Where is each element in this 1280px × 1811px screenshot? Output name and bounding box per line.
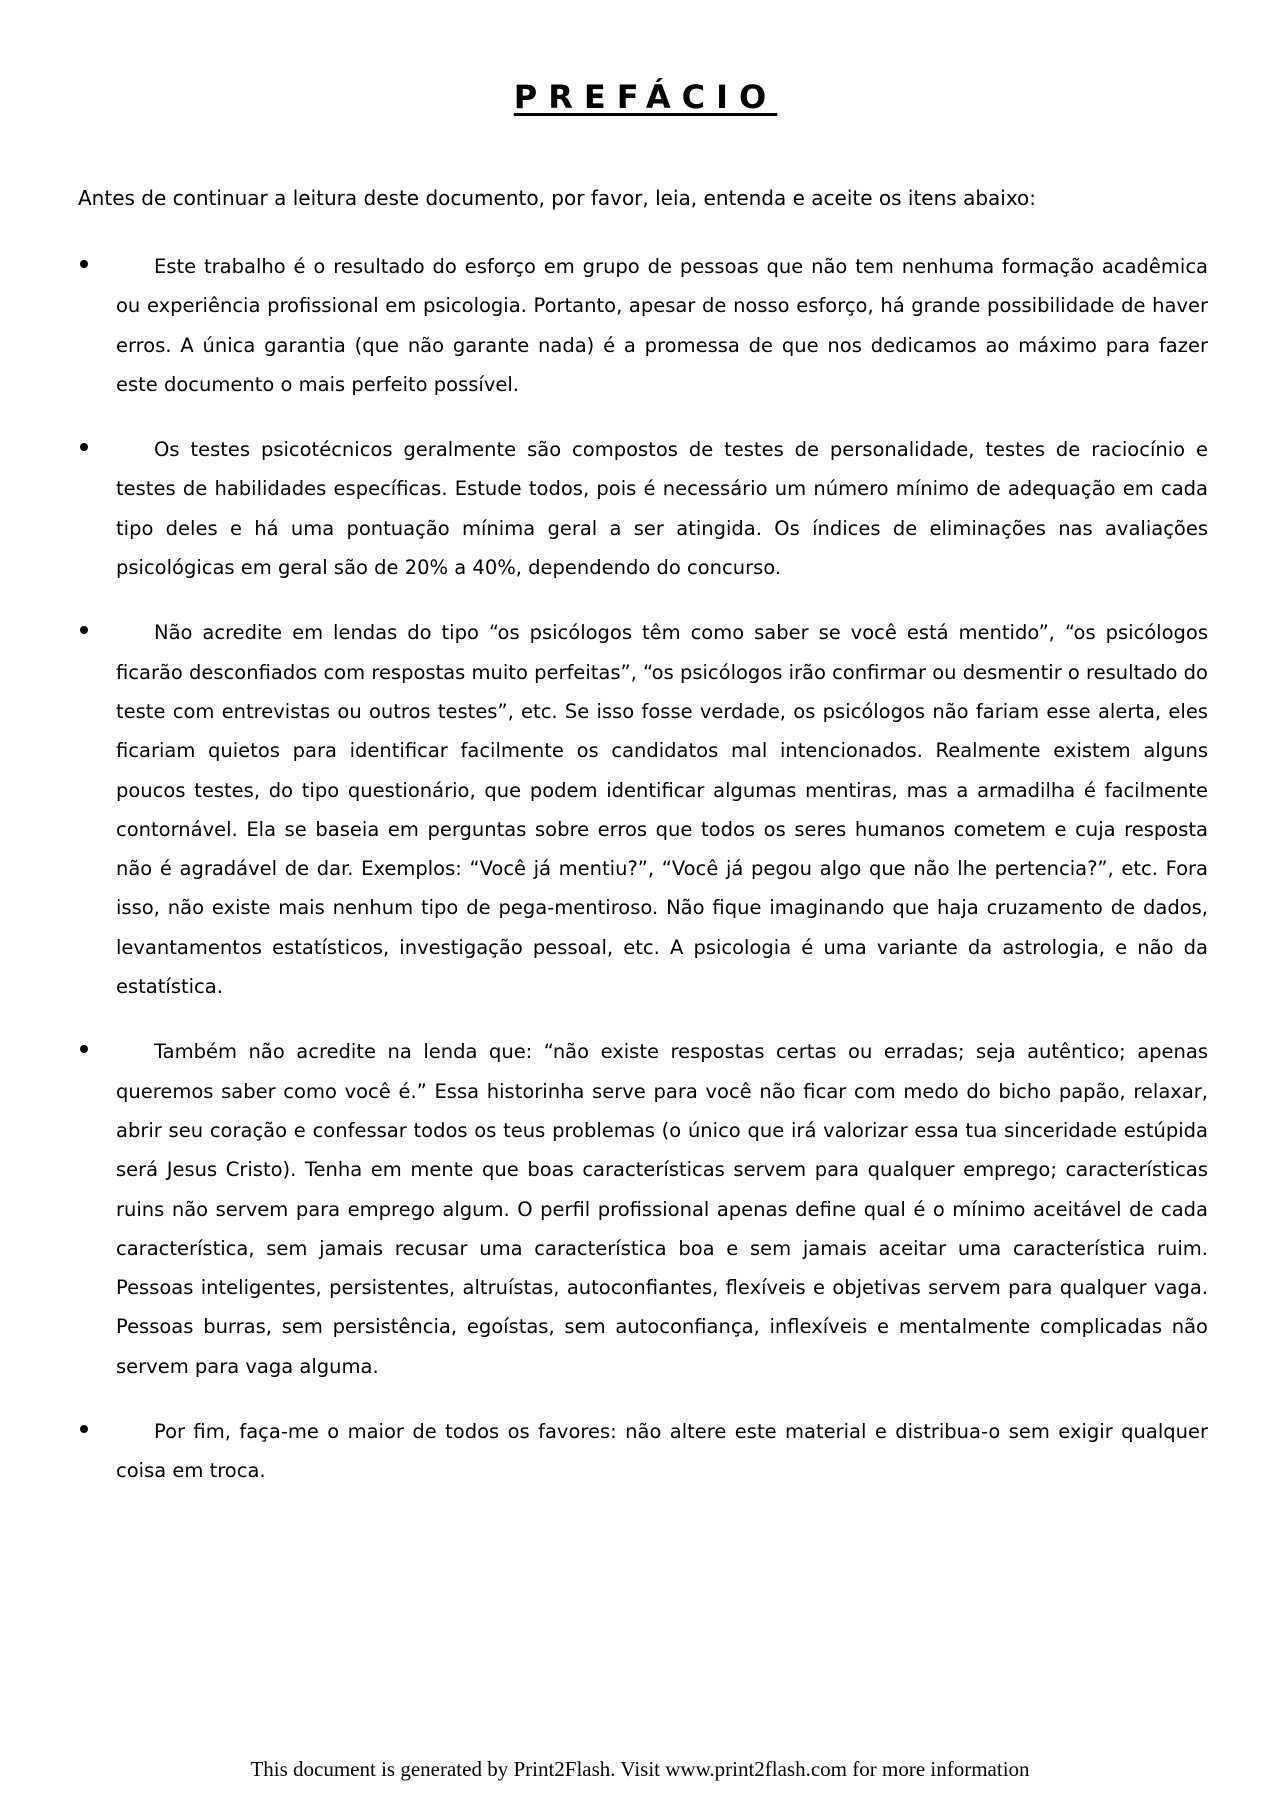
intro-paragraph: Antes de continuar a leitura deste documento, por favor, leia, entenda e aceite os itens abaixo:	[78, 186, 1037, 210]
list-item	[78, 430, 1208, 587]
list-item-text: Os testes psicotécnicos geralmente são compostos de testes de personalidade, testes de raciocínio e testes de habilidades específicas. Estude todos, pois é necessário um número mínimo de adequação em cada tipo deles e há uma pontuação mínima geral a ser atingida. Os índices de eliminações nas avaliações psicológicas em geral são de 20% a 40%, dependendo do concurso.	[116, 438, 1208, 580]
bullet-icon	[80, 260, 88, 268]
bullet-icon	[80, 1045, 88, 1053]
list-item-text: Por fim, faça-me o maior de todos os favores: não altere este material e distribua-o sem exigir qualquer coisa em troca.	[116, 1420, 1208, 1483]
list-item-text: Também não acredite na lenda que: “não existe respostas certas ou erradas; seja autêntico; apenas queremos saber como você é.” Essa historinha serve para você não ficar com medo do bicho papão, relaxar, abrir seu coração e confessar todos os teus problemas (o único que irá valorizar essa tua sinceridade estúpida será Jesus Cristo). Tenha em mente que boas características servem para qualquer emprego; características ruins não servem para emprego algum. O perfil profissional apenas define qual é o mínimo aceitável de cada característica, sem jamais recusar uma característica boa e sem jamais aceitar uma característica ruim. Pessoas inteligentes, persistentes, altruístas, autoconfiantes, flexíveis e objetivas servem para qualquer vaga. Pessoas burras, sem persistência, egoístas, sem autoconfiança, inflexíveis e mentalmente complicadas não servem para vaga alguma.	[116, 1040, 1208, 1378]
bullet-icon	[80, 443, 88, 451]
list-item	[78, 247, 1208, 404]
list-item	[78, 1032, 1208, 1386]
page-title	[0, 78, 1280, 116]
list-item-text: Não acredite em lendas do tipo “os psicólogos têm como saber se você está mentido”, “os psicólogos ficarão desconfiados com respostas muito perfeitas”, “os psicólogos irão confirmar ou desmentir o resultado do teste com entrevistas ou outros testes”, etc. Se isso fosse verdade, os psicólogos não fariam esse alerta, eles ficariam quietos para identificar facilmente os candidatos mal intencionados. Realmente existem alguns poucos testes, do tipo questionário, que podem identificar algumas mentiras, mas a armadilha é facilmente contornável. Ela se baseia em perguntas sobre erros que todos os seres humanos cometem e cuja resposta não é agradável de dar. Exemplos: “Você já mentiu?”, “Você já pegou algo que não lhe pertencia?”, etc. Fora isso, não existe mais nenhum tipo de pega-mentiroso. Não fique imaginando que haja cruzamento de dados, levantamentos estatísticos, investigação pessoal, etc. A psicologia é uma variante da astrologia, e não da estatística.	[116, 621, 1208, 999]
list-item-text: Este trabalho é o resultado do esforço em grupo de pessoas que não tem nenhuma formação acadêmica ou experiência profissional em psicologia. Portanto, apesar de nosso esforço, há grande possibilidade de haver erros. A única garantia (que não garante nada) é a promessa de que nos dedicamos ao máximo para fazer este documento o mais perfeito possível.	[116, 255, 1208, 396]
preface-list	[78, 247, 1208, 1517]
list-item	[78, 1412, 1208, 1491]
bullet-icon	[80, 1425, 88, 1433]
generator-footer: This document is generated by Print2Flash. Visit www.print2flash.com for more information	[250, 1757, 1030, 1781]
bullet-icon	[80, 626, 88, 634]
page-title-text: PREFÁCIO	[513, 78, 778, 116]
list-item	[78, 613, 1208, 1006]
